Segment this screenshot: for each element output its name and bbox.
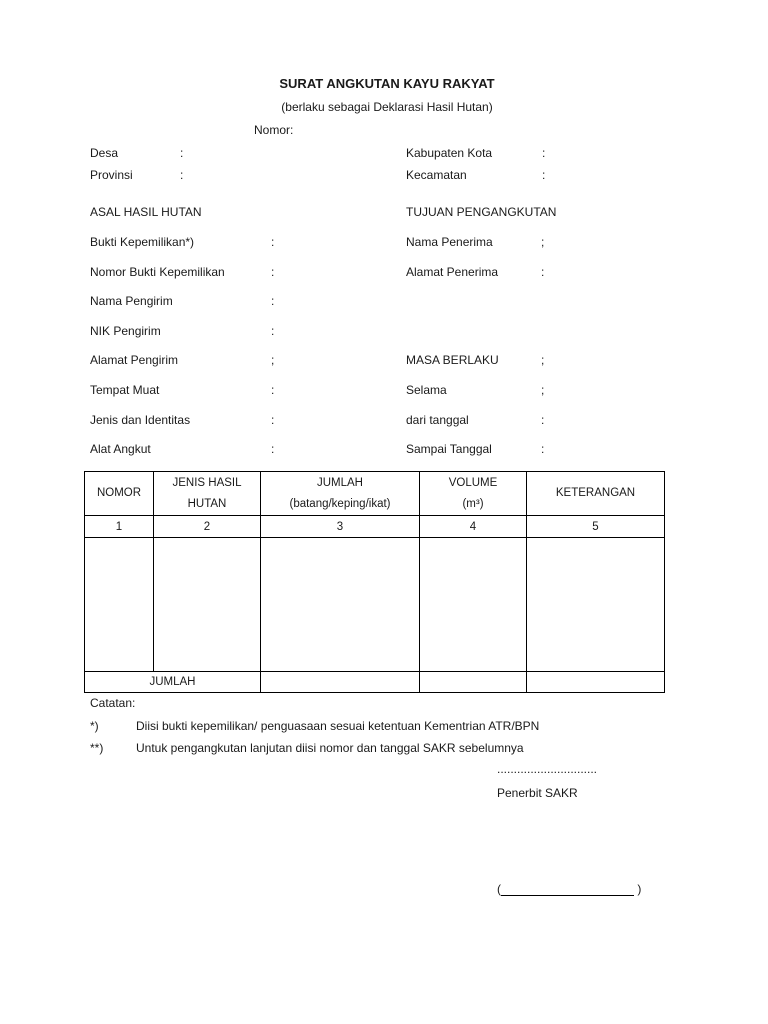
header-jenis [154, 472, 261, 516]
field-sep: : [541, 442, 545, 456]
field-label: Nama Penerima [406, 235, 493, 249]
header-jumlah-line1: JUMLAH [316, 476, 363, 489]
table-total-row [85, 672, 665, 693]
desa-colon: : [180, 146, 184, 160]
field-label: Alat Angkut [90, 442, 151, 456]
notes-title: Catatan: [90, 696, 136, 710]
field-label: NIK Pengirim [90, 324, 161, 338]
cargo-table [84, 471, 665, 693]
field-sep: : [271, 324, 275, 338]
col-number: 5 [527, 516, 665, 538]
field-sep: ; [541, 383, 545, 397]
kecamatan-colon: : [542, 168, 546, 182]
field-sep: ; [541, 235, 545, 249]
field-label: Sampai Tanggal [406, 442, 492, 456]
section-asal: ASAL HASIL HUTAN [90, 205, 202, 219]
header-volume [420, 472, 527, 516]
field-sep: : [271, 442, 275, 456]
note-mark: **) [90, 741, 104, 755]
col-number: 1 [85, 516, 154, 538]
note-mark: *) [90, 719, 99, 733]
document-subtitle: (berlaku sebagai Deklarasi Hasil Hutan) [281, 100, 493, 114]
col-number: 4 [420, 516, 527, 538]
kecamatan-label: Kecamatan [406, 168, 467, 182]
field-label: Bukti Kepemilikan*) [90, 235, 195, 249]
table-number-row [85, 516, 665, 538]
field-sep: ; [271, 353, 275, 367]
table-cell [420, 538, 527, 672]
field-label: Alamat Penerima [406, 265, 499, 279]
paren-open: ( [497, 882, 501, 896]
paren-close: ) [634, 882, 642, 896]
desa-label: Desa [90, 146, 119, 160]
header-keterangan: KETERANGAN [527, 472, 665, 516]
header-volume-line2: (m³) [462, 497, 484, 510]
field-label: Nomor Bukti Kepemilikan [90, 265, 225, 279]
field-label: Jenis dan Identitas [90, 413, 191, 427]
header-jumlah [261, 472, 420, 516]
field-sep: : [271, 265, 275, 279]
table-body-row [85, 538, 665, 672]
issuer-label: Penerbit SAKR [497, 786, 578, 800]
table-cell [527, 538, 665, 672]
signature-dots: .............................. [497, 762, 598, 776]
provinsi-colon: : [180, 168, 184, 182]
header-jenis-line2: HUTAN [187, 497, 227, 510]
signature-line [501, 882, 634, 896]
field-label: dari tanggal [406, 413, 469, 427]
field-sep: : [271, 413, 275, 427]
kabupaten-colon: : [542, 146, 546, 160]
section-tujuan: TUJUAN PENGANGKUTAN [406, 205, 557, 219]
field-label: Selama [406, 383, 447, 397]
header-nomor: NOMOR [85, 472, 154, 516]
kabupaten-label: Kabupaten Kota [406, 146, 493, 160]
field-sep: ; [541, 353, 545, 367]
col-number: 3 [261, 516, 420, 538]
col-number: 2 [154, 516, 261, 538]
field-sep: : [271, 383, 275, 397]
signature-name-field [497, 882, 641, 896]
document-title: SURAT ANGKUTAN KAYU RAKYAT [279, 76, 495, 91]
field-label: Tempat Muat [90, 383, 160, 397]
header-jenis-line1: JENIS HASIL [172, 476, 242, 489]
total-label: JUMLAH [85, 672, 261, 693]
table-cell [154, 538, 261, 672]
field-label: MASA BERLAKU [406, 353, 499, 367]
table-cell [261, 672, 420, 693]
field-sep: : [271, 294, 275, 308]
note-text: Untuk pengangkutan lanjutan diisi nomor dan tanggal SAKR sebelumnya [136, 741, 524, 755]
field-label: Nama Pengirim [90, 294, 173, 308]
table-header-row [85, 472, 665, 516]
table-cell [420, 672, 527, 693]
field-sep: : [541, 265, 545, 279]
provinsi-label: Provinsi [90, 168, 133, 182]
table-cell [261, 538, 420, 672]
note-text: Diisi bukti kepemilikan/ penguasaan sesuai ketentuan Kementrian ATR/BPN [136, 719, 540, 733]
nomor-label: Nomor: [254, 123, 294, 137]
field-sep: : [541, 413, 545, 427]
header-volume-line1: VOLUME [448, 476, 498, 489]
field-sep: : [271, 235, 275, 249]
header-jumlah-line2: (batang/keping/ikat) [289, 497, 391, 510]
field-label: Alamat Pengirim [90, 353, 179, 367]
table-cell [527, 672, 665, 693]
table-cell [85, 538, 154, 672]
